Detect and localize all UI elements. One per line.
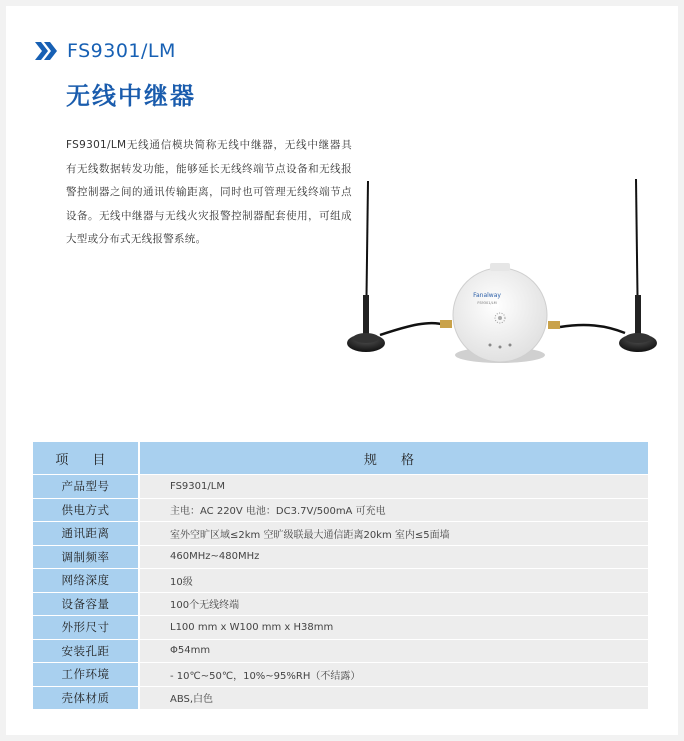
row-value: L100 mm x W100 mm x H38mm [139, 616, 648, 640]
row-label: 调制频率 [33, 545, 139, 569]
row-label: 通讯距离 [33, 522, 139, 546]
repeater-device [453, 263, 547, 363]
row-value: ABS,白色 [139, 686, 648, 710]
device-model-text: FS9301/LM [477, 301, 497, 305]
row-value: 主电：AC 220V 电池：DC3.7V/500mA 可充电 [139, 498, 648, 522]
spec-table [33, 442, 648, 710]
row-value: Φ54mm [139, 639, 648, 663]
table-row [33, 616, 648, 640]
page-title: 无线中继器 [66, 82, 196, 110]
row-value: 10级 [139, 569, 648, 593]
table-row [33, 475, 648, 499]
double-chevron-right-icon [33, 40, 59, 62]
product-description: FS9301/LM无线通信模块简称无线中继器，无线中继器具有无线数据转发功能，能够延长无线终端节点设备和无线报警控制器之间的通讯传输距离，同时也可管理无线终端节点设备。无线中继器与无线火灾报警控制器配套使用，可组成大型或分布式无线报警系统。 [66, 139, 352, 245]
spec-table-header [33, 442, 648, 475]
row-value: 室外空旷区域≤2km 空旷级联最大通信距离20km 室内≤5面墙 [139, 522, 648, 546]
row-label: 安装孔距 [33, 639, 139, 663]
row-label: 壳体材质 [33, 686, 139, 710]
model-heading [33, 38, 176, 64]
row-label: 供电方式 [33, 498, 139, 522]
row-label: 设备容量 [33, 592, 139, 616]
table-row [33, 686, 648, 710]
table-row [33, 545, 648, 569]
row-label: 网络深度 [33, 569, 139, 593]
header-item: 项 目 [33, 442, 139, 475]
right-antenna [619, 179, 657, 352]
row-value: - 10℃~50℃，10%~95%RH（不结露） [139, 663, 648, 687]
table-row [33, 498, 648, 522]
row-label: 外形尺寸 [33, 616, 139, 640]
left-antenna [347, 181, 385, 352]
table-row [33, 639, 648, 663]
table-row [33, 663, 648, 687]
row-label: 工作环境 [33, 663, 139, 687]
header-spec: 规 格 [139, 442, 648, 475]
table-row [33, 569, 648, 593]
table-row [33, 592, 648, 616]
row-value: FS9301/LM [139, 475, 648, 499]
row-value: 100个无线终端 [139, 592, 648, 616]
row-value: 460MHz~480MHz [139, 545, 648, 569]
device-brand-text: Fanalway [473, 292, 501, 299]
product-image [340, 175, 665, 375]
table-row [33, 522, 648, 546]
row-label: 产品型号 [33, 475, 139, 499]
model-title: FS9301/LM [67, 40, 176, 62]
